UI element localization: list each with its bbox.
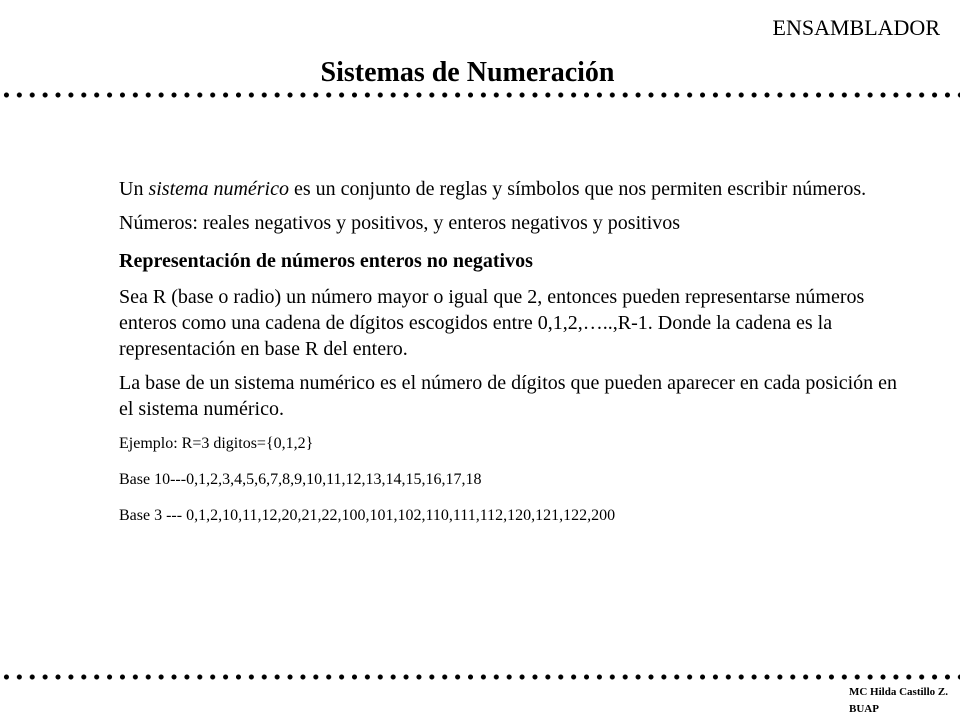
base3-sequence: Base 3 --- 0,1,2,10,11,12,20,21,22,100,101,102,110,111,112,120,121,122,200	[119, 507, 616, 524]
base10-sequence: Base 10---0,1,2,3,4,5,6,7,8,9,10,11,12,13,14,15,16,17,18	[119, 471, 482, 488]
definition-term: sistema numérico	[148, 178, 289, 200]
example-line: Ejemplo: R=3 digitos={0,1,2}	[119, 435, 314, 452]
slide-body	[119, 176, 909, 526]
definition-lead: Un	[119, 178, 149, 200]
course-label: ENSAMBLADOR	[772, 15, 940, 40]
definition-paragraph	[119, 176, 909, 202]
institution-name: BUAP	[848, 703, 879, 715]
numbers-paragraph: Números: reales negativos y positivos, y enteros negativos y positivos	[119, 212, 681, 234]
definition-rest: es un conjunto de reglas y símbolos que nos permiten escribir números.	[289, 178, 867, 200]
footer-credit	[849, 684, 948, 718]
section-heading: Representación de números enteros no negativos	[119, 250, 533, 272]
base-definition-paragraph: Sea R (base o radio) un número mayor o igual que 2, entonces pueden representarse números enteros como una cadena de dígitos escogidos entre 0,1,2,…..,R-1. Donde la cadena es la representación en base R del entero.	[119, 286, 865, 360]
slide-title: Sistemas de Numeración	[320, 57, 615, 88]
author-name: MC Hilda Castillo Z.	[848, 686, 948, 698]
bottom-dotted-divider	[0, 672, 960, 682]
base-explanation-paragraph: La base de un sistema numérico es el número de dígitos que pueden aparecer en cada posición en el sistema numérico.	[119, 372, 898, 420]
top-dotted-divider	[0, 90, 960, 100]
